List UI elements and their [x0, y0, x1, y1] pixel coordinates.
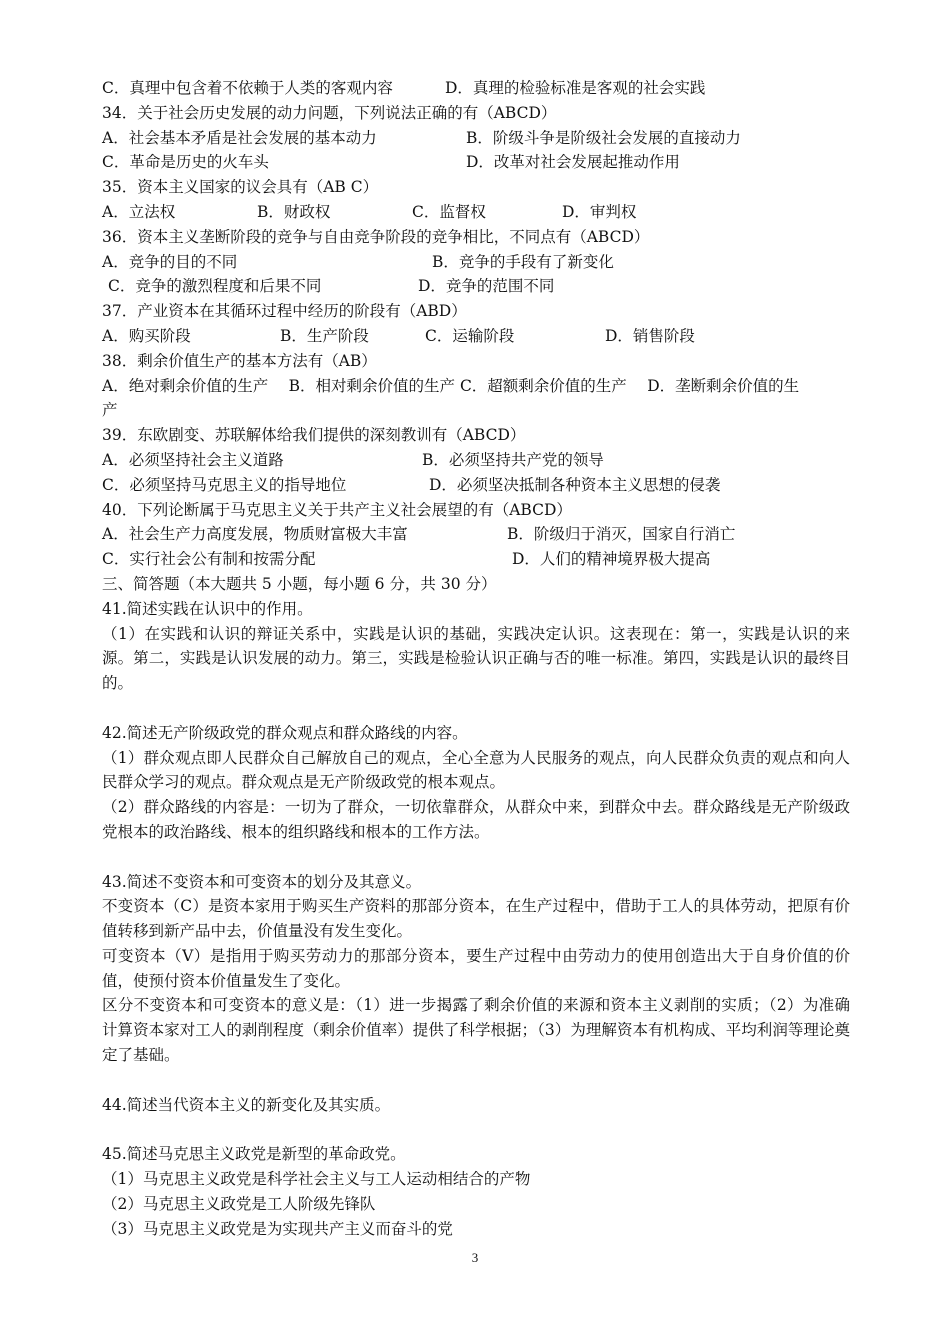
q35-stem: 35．资本主义国家的议会具有（AB C）	[102, 178, 379, 197]
q34-option-d: D．改革对社会发展起推动作用	[466, 153, 680, 172]
q37-option-b: B．生产阶段	[280, 326, 369, 345]
q40-option-a: A．社会生产力高度发展，物质财富极大丰富	[102, 525, 408, 544]
q42-answer-2: （2）群众路线的内容是：一切为了群众，一切依靠群众，从群众中来，到群众中去。群众路线是无产阶级政党根本的政治路线、根本的组织路线和根本的工作方法。	[102, 798, 850, 841]
q38-stem: 38．剩余价值生产的基本方法有（AB）	[102, 351, 377, 370]
q40-option-d: D．人们的精神境界极大提高	[512, 550, 711, 569]
q36-options-ab	[102, 250, 850, 275]
q45-answer-3: （3）马克思主义政党是为实现共产主义而奋斗的党	[102, 1219, 453, 1238]
q43-answer-3: 区分不变资本和可变资本的意义是：（1）进一步揭露了剩余价值的来源和资本主义剥削的实质；（2）为准确计算资本家对工人的剥削程度（剩余价值率）提供了科学根据；（3）为理解资本有机构成、平均利润等理论奠定了基础。	[102, 996, 850, 1065]
q35-option-c: C．监督权	[412, 202, 486, 221]
q44-stem: 44.简述当代资本主义的新变化及其实质。	[102, 1095, 391, 1114]
q37-option-c: C．运输阶段	[425, 326, 515, 345]
q41-stem: 41.简述实践在认识中的作用。	[102, 599, 313, 618]
q34-option-c: C．革命是历史的火车头	[102, 153, 269, 172]
q45-stem: 45.简述马克思主义政党是新型的革命政党。	[102, 1145, 406, 1164]
q39-stem: 39．东欧剧变、苏联解体给我们提供的深刻教训有（ABCD）	[102, 426, 526, 445]
q41-answer-1: （1）在实践和认识的辩证关系中，实践是认识的基础，实践决定认识。这表现在：第一，实践是认识的来源。第二，实践是认识发展的动力。第三，实践是检验认识正确与否的唯一标准。第四，实践是认识的最终目的。	[102, 624, 850, 693]
q35-option-b: B．财政权	[257, 202, 331, 221]
q39-option-a: A．必须坚持社会主义道路	[102, 450, 284, 469]
q39-option-c: C．必须坚持马克思主义的指导地位	[102, 475, 347, 494]
q36-option-a: A．竞争的目的不同	[102, 252, 238, 271]
q34-option-a: A．社会基本矛盾是社会发展的基本动力	[102, 128, 377, 147]
document-page	[102, 76, 850, 1241]
q37-option-a: A．购买阶段	[102, 326, 191, 345]
q40-options-ab	[102, 522, 850, 547]
q36-options-cd	[102, 274, 850, 299]
q39-option-b: B．必须坚持共产党的领导	[422, 450, 604, 469]
q39-option-d: D．必须坚决抵制各种资本主义思想的侵袭	[429, 475, 721, 494]
q40-option-c: C．实行社会公有制和按需分配	[102, 550, 316, 569]
q34-option-b: B．阶级斗争是阶级社会发展的直接动力	[466, 128, 741, 147]
q34-stem: 34．关于社会历史发展的动力问题，下列说法正确的有（ABCD）	[102, 103, 557, 122]
q36-option-d: D．竞争的范围不同	[418, 277, 555, 296]
q35-options	[102, 200, 850, 225]
q36-option-b: B．竞争的手段有了新变化	[432, 252, 614, 271]
q38-options-wrap: 产	[102, 401, 118, 420]
q33-option-d: D．真理的检验标准是客观的社会实践	[445, 79, 706, 97]
q35-option-d: D．审判权	[562, 202, 637, 221]
q33-option-c: C．真理中包含着不依赖于人类的客观内容	[102, 79, 393, 97]
q42-answer-1: （1）群众观点即人民群众自己解放自己的观点，全心全意为人民服务的观点，向人民群众负责的观点和向人民群众学习的观点。群众观点是无产阶级政党的根本观点。	[102, 748, 850, 792]
q37-option-d: D．销售阶段	[605, 326, 695, 345]
q36-stem: 36．资本主义垄断阶段的竞争与自由竞争阶段的竞争相比，不同点有（ABCD）	[102, 227, 650, 246]
q37-options	[102, 324, 850, 349]
q38-options: A．绝对剩余价值的生产 B．相对剩余价值的生产 C．超额剩余价值的生产 D．垄断剩余价值的生	[102, 376, 800, 395]
q37-stem: 37．产业资本在其循环过程中经历的阶段有（ABD）	[102, 302, 467, 321]
q36-option-c: C．竞争的激烈程度和后果不同	[108, 277, 322, 296]
q33-options-cd	[102, 76, 850, 101]
q34-options-ab	[102, 126, 850, 151]
page-number: 3	[471, 1250, 479, 1265]
q39-options-ab	[102, 448, 850, 473]
q45-answer-1: （1）马克思主义政党是科学社会主义与工人运动相结合的产物	[102, 1170, 531, 1189]
q40-options-cd	[102, 547, 850, 572]
q43-answer-1: 不变资本（C）是资本家用于购买生产资料的那部分资本，在生产过程中，借助于工人的具体劳动，把原有价值转移到新产品中去，价值量没有发生变化。	[102, 897, 850, 941]
q39-options-cd	[102, 473, 850, 498]
section3-heading: 三、简答题（本大题共 5 小题，每小题 6 分，共 30 分）	[102, 574, 497, 593]
q34-options-cd	[102, 150, 850, 175]
q45-answer-2: （2）马克思主义政党是工人阶级先锋队	[102, 1194, 376, 1213]
q42-stem: 42.简述无产阶级政党的群众观点和群众路线的内容。	[102, 723, 468, 742]
q35-option-a: A．立法权	[102, 202, 176, 221]
q40-stem: 40．下列论断属于马克思主义关于共产主义社会展望的有（ABCD）	[102, 500, 572, 519]
q43-stem: 43.简述不变资本和可变资本的划分及其意义。	[102, 872, 422, 891]
q43-answer-2: 可变资本（V）是指用于购买劳动力的那部分资本，要生产过程中由劳动力的使用创造出大于自身价值的价值，使预付资本价值量发生了变化。	[102, 946, 850, 990]
q40-option-b: B．阶级归于消灭，国家自行消亡	[507, 525, 736, 544]
